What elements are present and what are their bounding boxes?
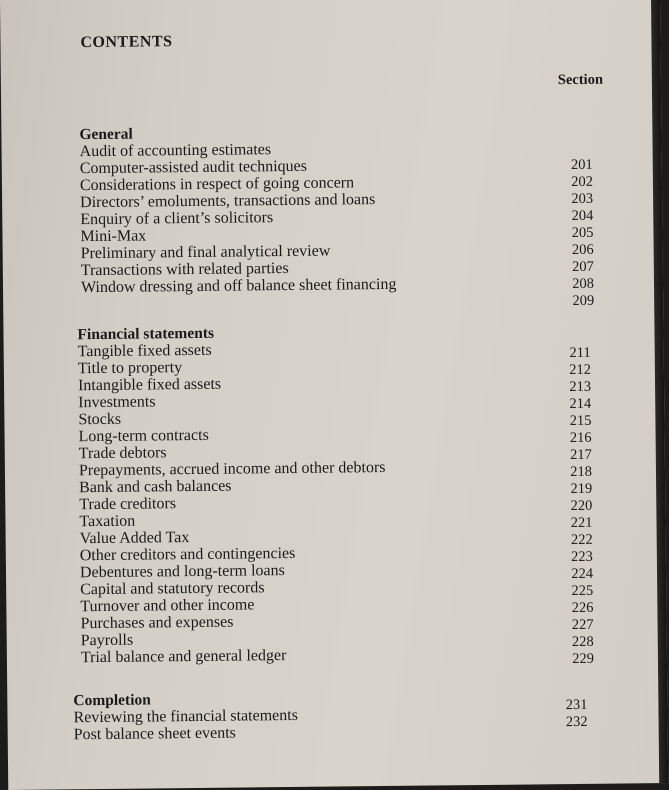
section-number-column bbox=[551, 345, 594, 668]
section-number: 205 bbox=[571, 224, 594, 242]
contents-entry-title: Enquiry of a client’s solicitors bbox=[80, 209, 274, 229]
section-number: 218 bbox=[570, 463, 593, 481]
contents-entry-title: Investments bbox=[78, 393, 156, 412]
section-number: 216 bbox=[569, 429, 592, 447]
contents-entry-title: Title to property bbox=[77, 359, 183, 378]
contents-entry-title: Trial balance and general ledger bbox=[80, 647, 287, 667]
contents-entry-title: Stocks bbox=[78, 410, 122, 429]
section-number: 219 bbox=[570, 480, 593, 498]
section-number: 229 bbox=[572, 650, 595, 668]
section-number: 224 bbox=[571, 565, 594, 583]
section-number: 201 bbox=[570, 156, 593, 174]
contents-entry-title: Bank and cash balances bbox=[79, 477, 232, 497]
contents-entry-title: Other creditors and contingencies bbox=[79, 544, 296, 565]
section-number: 211 bbox=[569, 344, 591, 362]
section-number: 225 bbox=[571, 582, 594, 600]
section-number: 232 bbox=[565, 713, 588, 731]
contents-entry-title: Turnover and other income bbox=[80, 596, 255, 616]
contents-entry-title: Directors’ emoluments, transactions and loans bbox=[80, 191, 376, 212]
contents-entry-title: Tangible fixed assets bbox=[77, 341, 212, 361]
page-title: CONTENTS bbox=[80, 33, 173, 52]
section-number: 213 bbox=[569, 378, 592, 396]
contents-entry-title: Reviewing the financial statements bbox=[73, 706, 298, 727]
section-number: 222 bbox=[570, 531, 593, 549]
section-number: 221 bbox=[570, 514, 593, 532]
section-number: 203 bbox=[571, 190, 594, 208]
contents-entry-title: Capital and statutory records bbox=[80, 579, 265, 599]
contents-entry-title: Prepayments, accrued income and other debtors bbox=[78, 458, 386, 480]
section-number-column bbox=[553, 157, 595, 310]
contents-entry-title: Intangible fixed assets bbox=[77, 375, 222, 395]
group-title: Financial statements bbox=[77, 324, 215, 344]
section-number: 202 bbox=[571, 173, 594, 191]
contents-group bbox=[79, 123, 396, 296]
contents-entry-title: Purchases and expenses bbox=[80, 613, 234, 633]
section-number: 214 bbox=[569, 395, 592, 413]
section-number: 227 bbox=[571, 616, 594, 634]
section-number: 226 bbox=[571, 599, 594, 617]
contents-entry-title: Preliminary and final analytical review bbox=[80, 242, 331, 263]
contents-entry-title: Payrolls bbox=[80, 631, 134, 650]
section-number: 208 bbox=[572, 275, 595, 293]
section-column-heading: Section bbox=[557, 71, 604, 89]
page-edge-shadow bbox=[651, 0, 668, 783]
section-number: 215 bbox=[569, 412, 592, 430]
section-number: 206 bbox=[571, 241, 594, 259]
section-number: 228 bbox=[571, 633, 594, 651]
section-number: 204 bbox=[571, 207, 594, 225]
contents-entry-title: Trade debtors bbox=[78, 444, 167, 463]
contents-entry-title: Taxation bbox=[79, 512, 136, 531]
section-number: 217 bbox=[569, 446, 592, 464]
contents-entry-title: Audit of accounting estimates bbox=[79, 141, 272, 161]
contents-entry-title: Transactions with related parties bbox=[80, 259, 289, 280]
contents-entry-title: Window dressing and off balance sheet financing bbox=[80, 275, 397, 297]
group-title: Completion bbox=[73, 691, 151, 710]
contents-entry-title: Post balance sheet events bbox=[73, 724, 236, 744]
contents-entry-title: Value Added Tax bbox=[79, 529, 190, 548]
section-number: 209 bbox=[572, 292, 595, 310]
group-title: General bbox=[79, 125, 133, 144]
section-number: 207 bbox=[571, 258, 594, 276]
contents-group bbox=[77, 323, 387, 666]
contents-entry-title: Long-term contracts bbox=[78, 426, 209, 446]
contents-group bbox=[73, 690, 298, 743]
section-number-column bbox=[547, 697, 587, 731]
contents-entry-title: Debentures and long-term loans bbox=[79, 562, 285, 582]
contents-entry-title: Mini-Max bbox=[80, 227, 147, 246]
contents-entry-title: Computer-assisted audit techniques bbox=[79, 157, 308, 178]
section-number: 231 bbox=[565, 696, 588, 714]
section-number: 220 bbox=[570, 497, 593, 515]
contents-entry-title: Trade creditors bbox=[79, 495, 177, 514]
section-number: 223 bbox=[571, 548, 593, 566]
section-number: 212 bbox=[569, 361, 591, 379]
contents-entry-title: Considerations in respect of going concern bbox=[79, 174, 355, 195]
